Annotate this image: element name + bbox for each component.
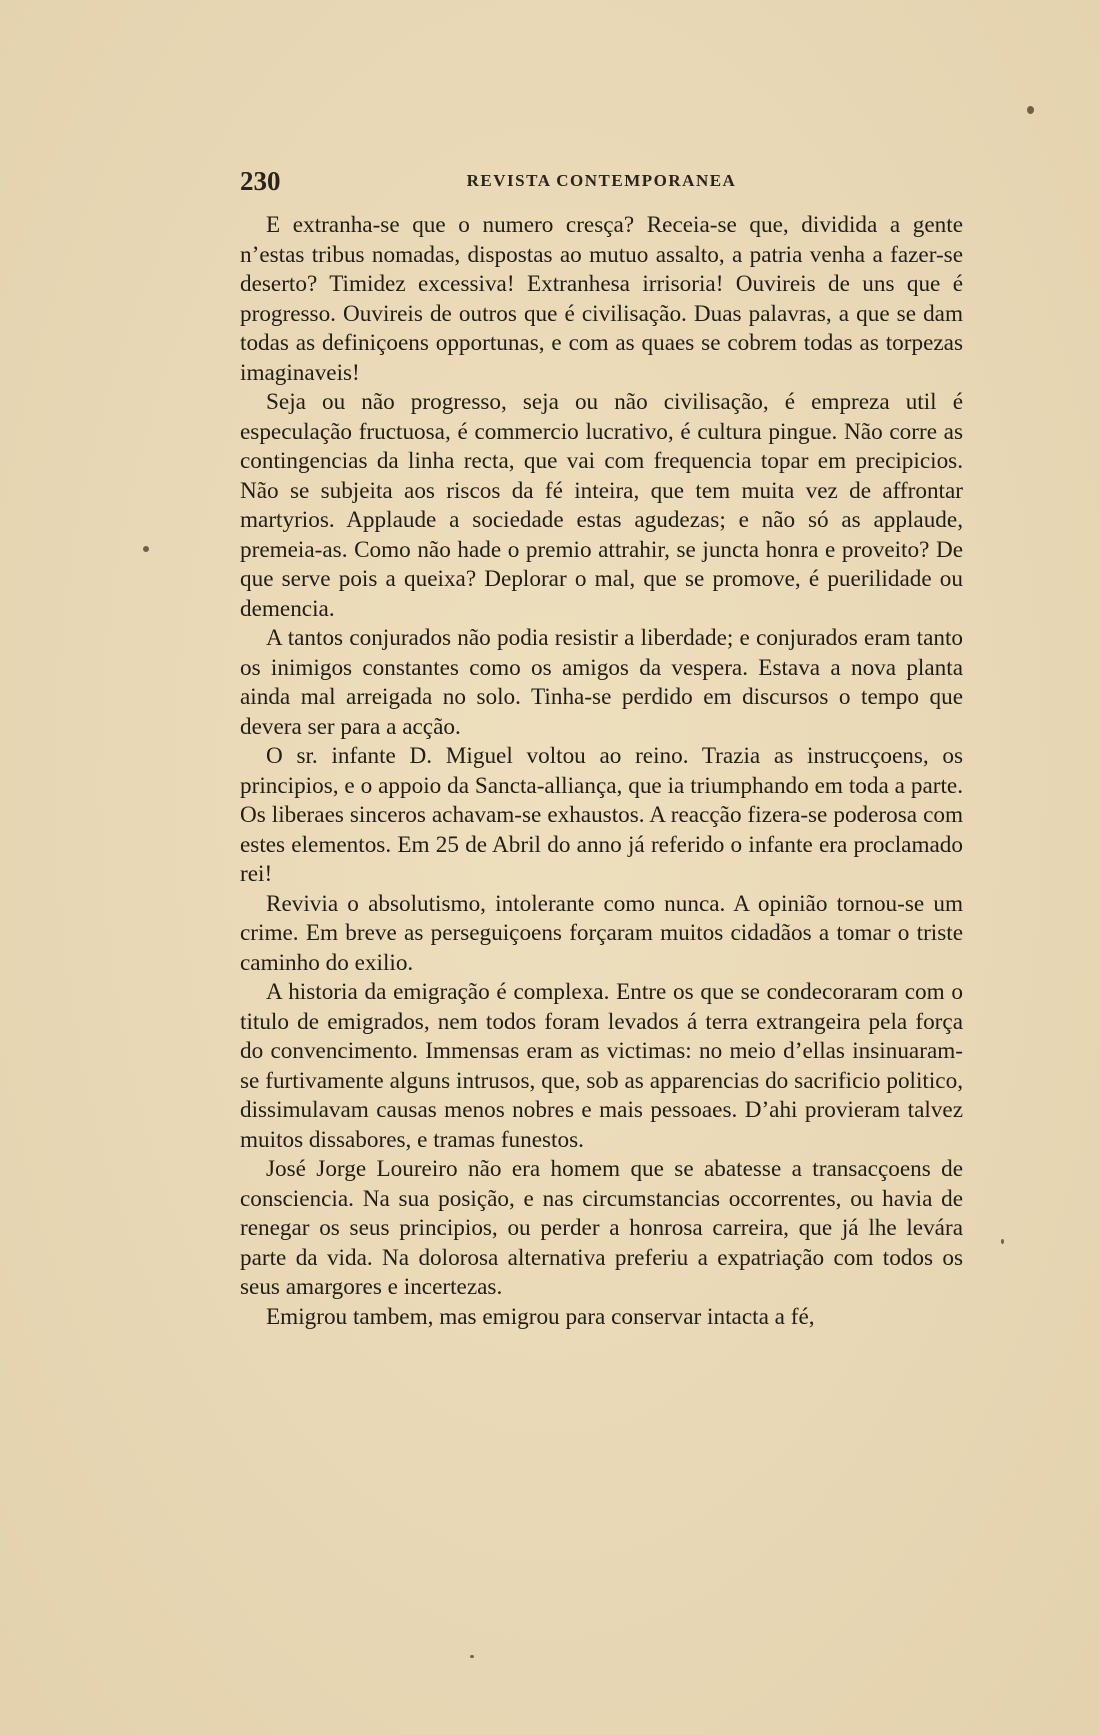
ink-speck — [470, 1655, 474, 1658]
body-text — [240, 211, 963, 1332]
paragraph: O sr. infante D. Miguel voltou ao reino. Trazia as instrucçoens, os principios, e o appoio da Sancta-alliança, que ia triumphando em toda a parte. Os liberaes sinceros achavam-se exhaustos. A reacção fizera-se poderosa com estes elementos. Em 25 de Abril do anno já referido o infante era proclamado rei! — [240, 743, 963, 887]
ink-speck — [143, 546, 149, 552]
paragraph: A tantos conjurados não podia resistir a liberdade; e conjurados eram tanto os inimigos constantes como os amigos da vespera. Estava a nova planta ainda mal arreigada no solo. Tinha-se perdido em discursos o tempo que devera ser para a acção. — [240, 625, 963, 740]
paragraph: A historia da emigração é complexa. Entre os que se condecoraram com o titulo de emigrados, nem todos foram levados á terra extrangeira pela força do convencimento. Immensas eram as victimas: no meio d’ellas insinuaram-se furtivamente alguns intrusos, que, sob as apparencias do sacrificio politico, dissimulavam causas menos nobres e mais pessoaes. D’ahi provieram talvez muitos dissabores, e tramas funestos. — [240, 979, 963, 1153]
paragraph: Revivia o absolutismo, intolerante como nunca. A opinião tornou-se um crime. Em breve as perseguiçoens forçaram muitos cidadãos a tomar o triste caminho do exilio. — [240, 890, 963, 976]
paragraph: Seja ou não progresso, seja ou não civilisação, é empreza util é especulação fructuosa, é commercio lucrativo, é cultura pingue. Não corre as contingencias da linha recta, que vai com frequencia topar em precipicios. Não se subjeita aos riscos da fé inteira, que tem muita vez de affrontar martyrios. Applaude a sociedade estas agudezas; e não só as applaude, premeia-as. Como não hade o premio attrahir, se juncta honra e proveito? De que serve pois a queixa? Deplorar o mal, que se promove, é puerilidade ou demencia. — [240, 389, 963, 622]
paragraph: José Jorge Loureiro não era homem que se abatesse a transacçoens de consciencia. Na sua posição, e nas circumstancias occorrentes, ou havia de renegar os seus principios, ou perder a honrosa carreira, que já lhe levára parte da vida. Na dolorosa alternativa preferiu a expatriação com todos os seus amargores e incertezas. — [240, 1156, 963, 1300]
ink-speck — [1027, 106, 1034, 114]
page-number: 230 — [240, 166, 281, 196]
paragraph: E extranha-se que o numero cresça? Receia-se que, dividida a gente n’estas tribus nomadas, dispostas ao mutuo assalto, a patria venha a fazer-se deserto? Timidez excessiva! Extranhesa irrisoria! Ouvireis de uns que é progresso. Ouvireis de outros que é civilisação. Duas palavras, a que se dam todas as definiçoens opportunas, e com as quaes se cobrem todas as torpezas imaginaveis! — [240, 212, 963, 386]
ink-speck — [1001, 1239, 1004, 1244]
running-head: REVISTA CONTEMPORANEA — [466, 171, 737, 190]
page-header — [240, 166, 963, 196]
paragraph: Emigrou tambem, mas emigrou para conservar intacta a fé, — [266, 1303, 815, 1330]
